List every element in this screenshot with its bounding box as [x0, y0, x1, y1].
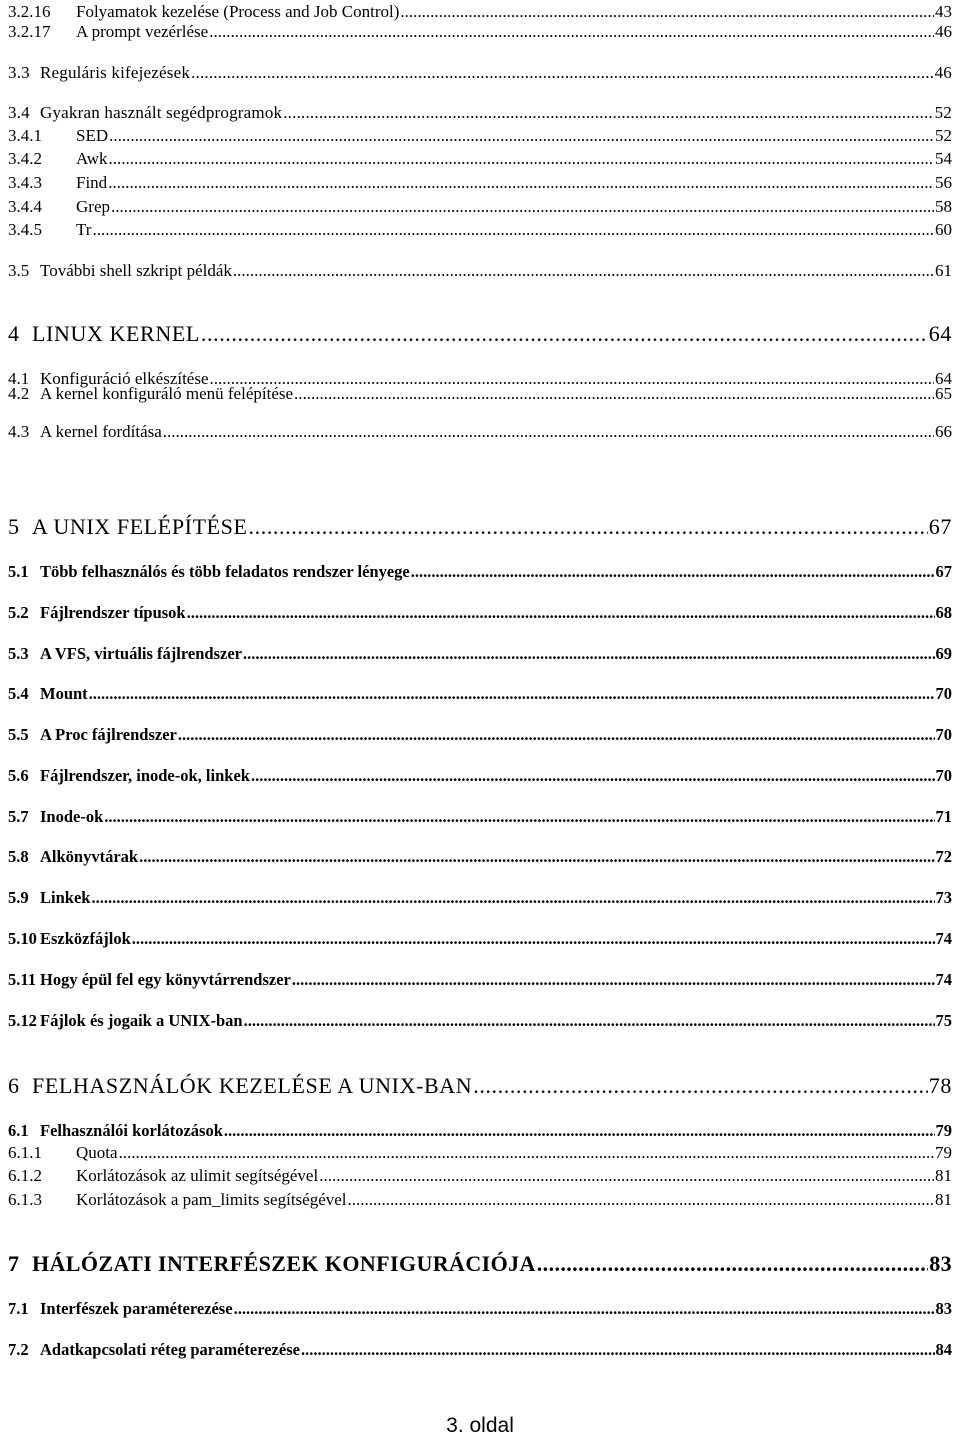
toc-entry-title: Eszközfájlok [40, 929, 131, 948]
dot-leader [91, 888, 934, 908]
toc-entry-title: További shell szkript példák [40, 261, 232, 280]
toc-entry[interactable] [8, 684, 952, 704]
toc-entry-page: 78 [928, 1073, 952, 1098]
toc-entry[interactable] [8, 1121, 952, 1141]
dot-leader [119, 1143, 934, 1163]
dot-leader [111, 197, 934, 217]
toc-entry-page: 43 [935, 2, 952, 21]
toc-entry-number: 6.1.1 [8, 1143, 42, 1162]
dot-leader [187, 603, 935, 623]
toc-entry-number: 4.1 [8, 369, 30, 388]
toc-entry-title: HÁLÓZATI INTERFÉSZEK KONFIGURÁCIÓJA [32, 1251, 536, 1276]
toc-entry-page: 58 [935, 197, 952, 216]
toc-chapter[interactable] [8, 514, 952, 540]
toc-entry[interactable] [8, 1011, 952, 1031]
toc-entry-page: 74 [935, 970, 952, 989]
toc-entry-title: Konfiguráció elkészítése [40, 369, 209, 388]
toc-entry[interactable] [8, 970, 952, 990]
toc-entry-title: Fájlrendszer típusok [40, 603, 186, 622]
toc-entry-page: 70 [935, 725, 952, 744]
dot-leader [109, 126, 934, 146]
toc-entry[interactable] [8, 22, 952, 42]
toc-entry-title: Reguláris kifejezések [40, 63, 191, 82]
toc-entry-number: 6.1.3 [8, 1190, 42, 1209]
dot-leader [89, 684, 935, 704]
dot-leader [163, 422, 934, 442]
toc-entry-number: 6.1 [8, 1121, 29, 1140]
toc-entry-number: 4.3 [8, 422, 30, 441]
toc-entry-title: Inode-ok [40, 807, 104, 826]
toc-entry-number: 3.5 [8, 261, 30, 280]
dot-leader [104, 807, 934, 827]
toc-entry-page: 79 [935, 1121, 952, 1140]
toc-entry-title: SED [76, 126, 109, 145]
toc-entry-title: LINUX KERNEL [32, 321, 200, 346]
toc-entry[interactable] [8, 1143, 952, 1163]
dot-leader [139, 847, 934, 867]
toc-entry-page: 52 [934, 103, 952, 122]
dot-leader [244, 1011, 935, 1031]
dot-leader [224, 1121, 935, 1141]
toc-entry-title: A UNIX FELÉPÍTÉSE [32, 514, 248, 539]
toc-entry-page: 70 [935, 766, 952, 785]
toc-entry[interactable] [8, 725, 952, 745]
toc-entry-page: 81 [935, 1190, 952, 1209]
dot-leader [209, 22, 934, 42]
dot-leader [292, 970, 935, 990]
toc-entry-title: Fájlok és jogaik a UNIX-ban [40, 1011, 243, 1030]
toc-entry-title: Quota [76, 1143, 118, 1162]
toc-entry[interactable] [8, 422, 952, 442]
toc-entry-number: 5.7 [8, 807, 29, 826]
toc-entry[interactable] [8, 807, 952, 827]
toc-entry-number: 5.6 [8, 766, 29, 785]
toc-chapter[interactable] [8, 1251, 952, 1277]
toc-entry-number: 5.12 [8, 1011, 37, 1030]
dot-leader [234, 1299, 935, 1319]
toc-entry-page: 74 [935, 929, 952, 948]
toc-entry-number: 3.4.1 [8, 126, 42, 145]
toc-entry[interactable] [8, 103, 952, 123]
toc-entry-number: 3.4 [8, 103, 30, 122]
toc-entry-page: 72 [935, 847, 952, 866]
toc-entry-number: 7 [8, 1251, 20, 1276]
toc-entry-page: 66 [935, 422, 952, 441]
toc-entry-title: Korlátozások az ulimit segítségével [76, 1166, 319, 1185]
toc-entry[interactable] [8, 847, 952, 867]
dot-leader [251, 766, 935, 786]
toc-chapter[interactable] [8, 1073, 952, 1099]
toc-entry-page: 81 [935, 1166, 952, 1185]
dot-leader [243, 644, 935, 664]
toc-entry-page: 75 [935, 1011, 952, 1030]
toc-entry[interactable] [8, 126, 952, 146]
toc-entry-number: 3.3 [8, 63, 30, 82]
dot-leader [132, 929, 935, 949]
toc-entry-title: Folyamatok kezelése (Process and Job Control) [76, 2, 400, 21]
dot-leader [400, 2, 934, 22]
toc-entry-page: 52 [935, 126, 952, 145]
dot-leader [537, 1251, 928, 1277]
toc-entry-page: 67 [928, 514, 952, 539]
toc-entry-number: 3.4.2 [8, 149, 42, 168]
toc-entry-number: 6.1.2 [8, 1166, 42, 1185]
page-number: 3. oldal [446, 1414, 514, 1437]
toc-entry-number: 5.9 [8, 888, 29, 907]
toc-entry-title: Linkek [40, 888, 91, 907]
toc-entry-title: Több felhasználós és több feladatos rendszer lényege [40, 562, 410, 581]
toc-entry-number: 5.5 [8, 725, 29, 744]
toc-entry-number: 5.8 [8, 847, 29, 866]
toc-entry-page: 71 [935, 807, 952, 826]
toc-entry-title: Korlátozások a pam_limits segítségével [76, 1190, 347, 1209]
toc-entry-title: Alkönyvtárak [40, 847, 139, 866]
toc-entry-number: 6 [8, 1073, 20, 1098]
toc-entry-number: 7.2 [8, 1340, 29, 1359]
toc-entry-number: 5.11 [8, 970, 36, 989]
toc-entry-title: Awk [76, 149, 108, 168]
dot-leader [283, 103, 933, 123]
toc-entry[interactable] [8, 197, 952, 217]
dot-leader [249, 514, 928, 540]
dot-leader [108, 173, 934, 193]
dot-leader [319, 1166, 934, 1186]
toc-entry-title: A kernel fordítása [40, 422, 162, 441]
toc-entry[interactable] [8, 888, 952, 908]
toc-entry[interactable] [8, 173, 952, 193]
dot-leader [294, 384, 934, 404]
toc-entry-title: A VFS, virtuális fájlrendszer [40, 644, 242, 663]
dot-leader [301, 1340, 935, 1360]
toc-entry-page: 68 [935, 603, 952, 622]
toc-chapter[interactable] [8, 321, 952, 347]
toc-entry-number: 7.1 [8, 1299, 29, 1318]
toc-entry[interactable] [8, 766, 952, 786]
toc-entry-page: 70 [935, 684, 952, 703]
toc-entry-title: Interfészek paraméterezése [40, 1299, 233, 1318]
dot-leader [201, 321, 928, 347]
toc-entry-title: Grep [76, 197, 110, 216]
toc-entry-title: Mount [40, 684, 88, 703]
toc-entry-number: 3.4.3 [8, 173, 42, 192]
toc-entry-page: 67 [935, 562, 952, 581]
dot-leader [411, 562, 935, 582]
toc-entry-page: 65 [935, 384, 952, 403]
page-footer [0, 1414, 960, 1438]
toc-entry[interactable] [8, 1166, 952, 1186]
toc-entry-page: 73 [935, 888, 952, 907]
toc-entry-number: 5.3 [8, 644, 29, 663]
toc-entry-number: 3.2.16 [8, 2, 51, 21]
toc-entry[interactable] [8, 220, 952, 240]
toc-entry-title: Hogy épül fel egy könyvtárrendszer [40, 970, 291, 989]
toc-entry-page: 64 [928, 321, 952, 346]
toc-entry[interactable] [8, 1190, 952, 1210]
toc-entry-title: Find [76, 173, 108, 192]
toc-entry-page: 83 [929, 1251, 952, 1276]
toc-entry-page: 46 [935, 22, 952, 41]
toc-entry-page: 64 [935, 369, 952, 388]
toc-entry[interactable] [8, 1299, 952, 1319]
toc-entry-page: 69 [935, 644, 952, 663]
toc-entry[interactable] [8, 149, 952, 169]
toc-entry[interactable] [8, 1340, 952, 1360]
toc-entry[interactable] [8, 63, 952, 83]
toc-entry-page: 79 [935, 1143, 952, 1162]
dot-leader [92, 220, 934, 240]
toc-entry[interactable] [8, 562, 952, 582]
dot-leader [348, 1190, 934, 1210]
toc-entry-title: Adatkapcsolati réteg paraméterezése [40, 1340, 300, 1359]
toc-entry-page: 61 [935, 261, 952, 280]
toc-entry-title: A Proc fájlrendszer [40, 725, 177, 744]
toc-entry-page: 83 [935, 1299, 952, 1318]
toc-entry-number: 5.2 [8, 603, 29, 622]
dot-leader [109, 149, 935, 169]
toc-entry-number: 5 [8, 514, 20, 539]
toc-entry-page: 46 [934, 63, 952, 82]
toc-entry[interactable] [8, 644, 952, 664]
toc-entry[interactable] [8, 2, 952, 22]
toc-entry[interactable] [8, 603, 952, 623]
toc-entry-title: A prompt vezérlése [76, 22, 209, 41]
toc-entry-number: 5.4 [8, 684, 29, 703]
dot-leader [178, 725, 935, 745]
toc-entry-number: 4.2 [8, 384, 30, 403]
toc-entry[interactable] [8, 384, 952, 404]
toc-entry[interactable] [8, 929, 952, 949]
dot-leader [233, 261, 934, 281]
toc-entry-title: Tr [76, 220, 92, 239]
toc-entry-title: Fájlrendszer, inode-ok, linkek [40, 766, 250, 785]
toc-entry-title: Felhasználói korlátozások [40, 1121, 223, 1140]
toc-entry-page: 56 [935, 173, 952, 192]
toc-entry-number: 5.1 [8, 562, 29, 581]
toc-entry-number: 3.2.17 [8, 22, 51, 41]
toc-entry-number: 3.4.5 [8, 220, 42, 239]
toc-entry-title: FELHASZNÁLÓK KEZELÉSE A UNIX-BAN [32, 1073, 473, 1098]
toc-entry-title: Gyakran használt segédprogramok [40, 103, 283, 122]
toc-entry-title: A kernel konfiguráló menü felépítése [40, 384, 294, 403]
toc-entry-number: 4 [8, 321, 20, 346]
dot-leader [191, 63, 934, 83]
toc-entry-number: 3.4.4 [8, 197, 42, 216]
dot-leader [473, 1073, 928, 1099]
toc-entry-page: 84 [935, 1340, 952, 1359]
toc-entry-page: 60 [935, 220, 952, 239]
toc-entry[interactable] [8, 261, 952, 281]
toc-entry-number: 5.10 [8, 929, 37, 948]
toc-entry-page: 54 [935, 149, 952, 168]
